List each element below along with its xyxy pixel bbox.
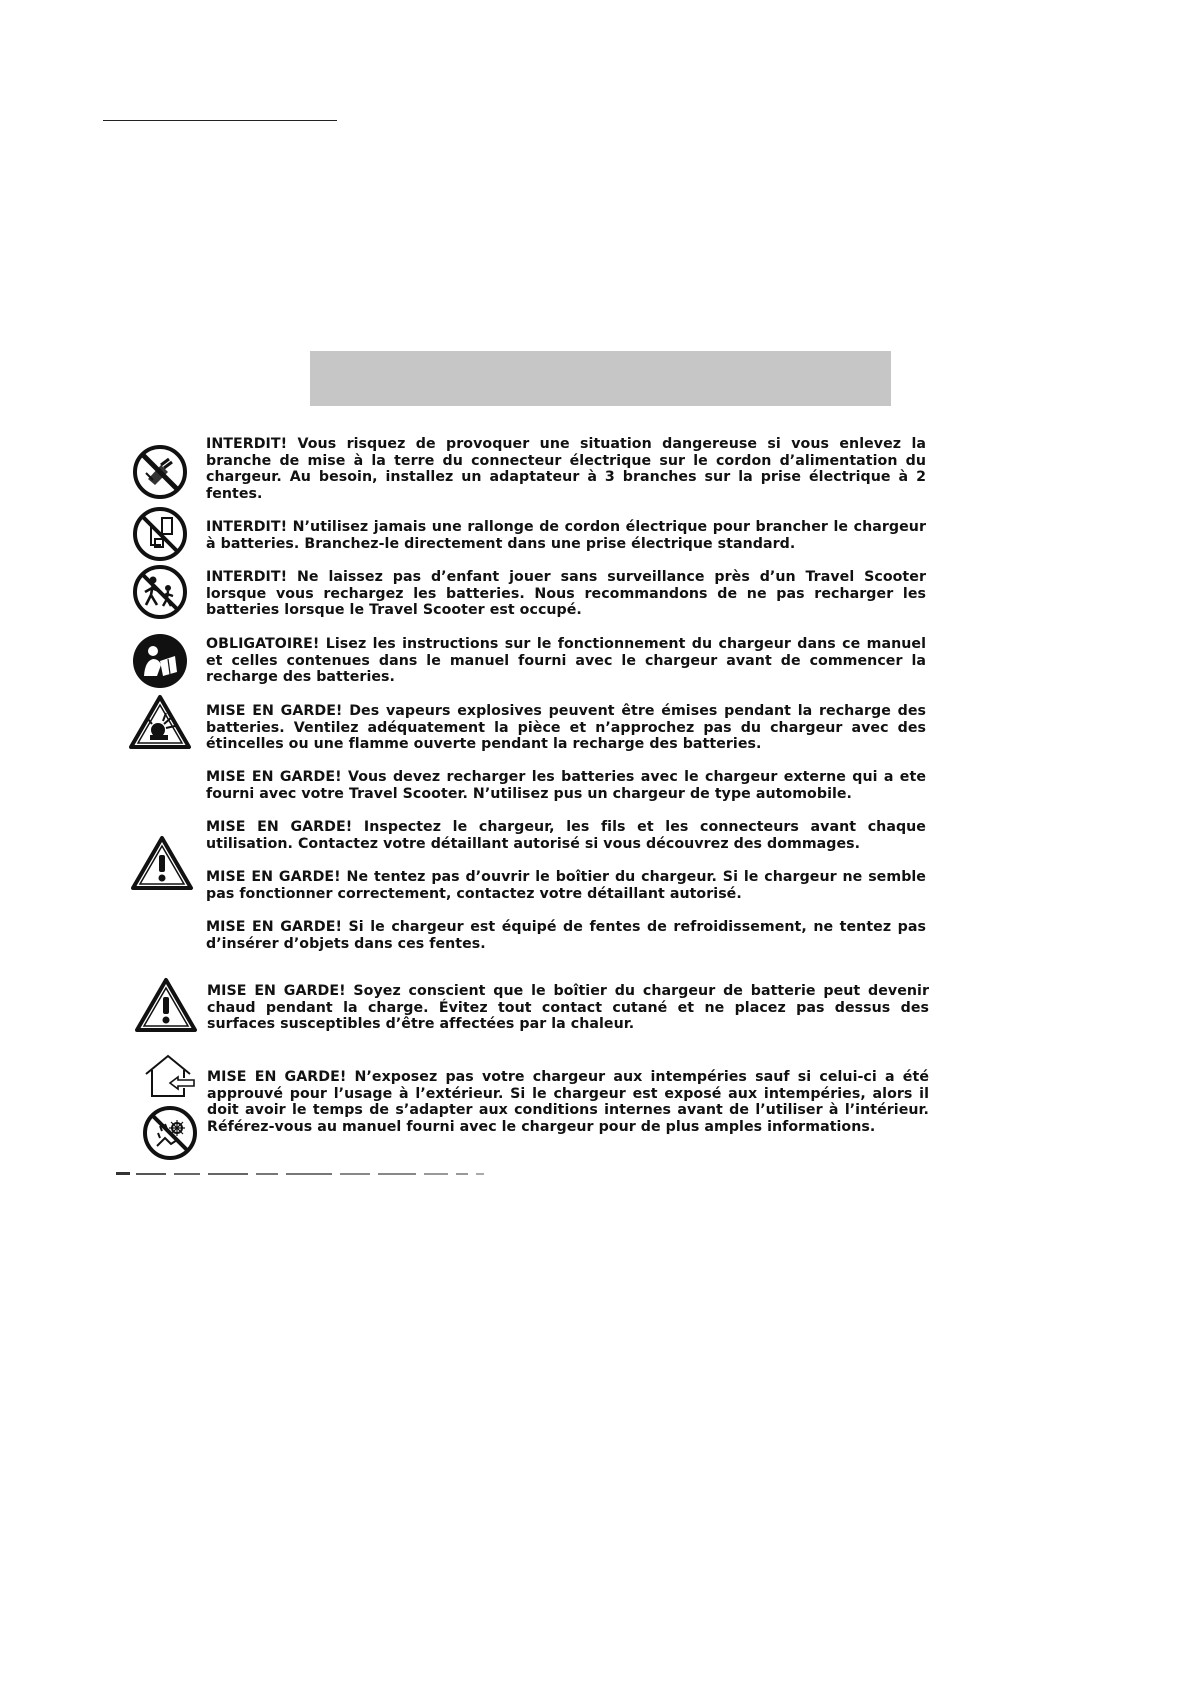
read-manual-icon [131, 632, 189, 690]
warning-keyword: OBLIGATOIRE! [206, 636, 320, 652]
warning-keyword: INTERDIT! [206, 519, 288, 535]
cropped-text-fragment [116, 1161, 536, 1165]
warning-keyword: MISE EN GARDE! [206, 869, 341, 885]
warning-extension-cord [206, 519, 926, 552]
warning-text: Des vapeurs explosives peuvent être émises pendant la recharge des batteries. Ventilez adéquatement la pièce et n’approchez pas du chargeur avec des étincelles ou une flamme ouverte pendant la recharge des batteries. [206, 703, 926, 753]
warning-text: Vous devez recharger les batteries avec le chargeur externe qui a ete fourni avec votre Travel Scooter. N’utilisez pus un chargeur de type automobile. [206, 769, 926, 802]
warning-keyword: MISE EN GARDE! [207, 1069, 347, 1085]
warning-text: Ne laissez pas d’enfant jouer sans surveillance près d’un Travel Scooter lorsque vous rechargez les batteries. Nous recommandons de ne pas recharger les batteries lorsque le Travel Scooter est occupé. [206, 569, 926, 619]
no-weather-exposure-icon [141, 1104, 199, 1162]
explosive-vapors-icon [128, 693, 192, 751]
warning-keyword: MISE EN GARDE! [206, 919, 342, 935]
indoor-use-icon [142, 1052, 198, 1100]
warning-do-not-open [206, 869, 926, 902]
warning-text: Soyez conscient que le boîtier du chargeur de batterie peut devenir chaud pendant la charge. Évitez tout contact cutané et ne placez pas dessus des surfaces susceptibles d’être affectées par la chaleur. [207, 983, 929, 1033]
warning-keyword: MISE EN GARDE! [206, 819, 353, 835]
warning-cooling-slots [206, 919, 926, 952]
no-extension-cord-icon [131, 505, 189, 563]
warning-read-manual [206, 636, 926, 686]
warning-text: N’utilisez jamais une rallonge de cordon électrique pour brancher le chargeur à batteries. Branchez-le directement dans une prise électrique standard. [206, 519, 926, 552]
warning-children [206, 569, 926, 619]
warning-text: Si le chargeur est équipé de fentes de refroidissement, ne tentez pas d’insérer d’objets dans ces fentes. [206, 919, 926, 952]
warning-text: Ne tentez pas d’ouvrir le boîtier du chargeur. Si le chargeur ne semble pas fonctionner correctement, contactez votre détaillant autorisé. [206, 869, 926, 902]
no-ground-removal-icon [131, 443, 189, 501]
warning-text: N’exposez pas votre chargeur aux intempéries sauf si celui-ci a été approuvé pour l’usage à l’extérieur. Si le chargeur est exposé aux intempéries, alors il doit avoir le temps de s’adapter aux conditions internes avant de l’utiliser à l’intérieur. Référez-vous au manuel fourni avec le chargeur pour de plus amples informations. [207, 1069, 929, 1136]
warning-keyword: MISE EN GARDE! [207, 983, 346, 999]
warning-triangle-icon [130, 834, 194, 892]
section-banner [310, 351, 891, 406]
warning-keyword: MISE EN GARDE! [206, 769, 342, 785]
warning-ground-pin [206, 436, 926, 503]
warning-keyword: INTERDIT! [206, 436, 288, 452]
warning-keyword: MISE EN GARDE! [206, 703, 343, 719]
warning-text: Inspectez le chargeur, les fils et les connecteurs avant chaque utilisation. Contactez votre détaillant autorisé si vous découvrez des dommages. [206, 819, 926, 852]
warning-external-charger [206, 769, 926, 802]
warning-weather-exposure [207, 1069, 929, 1136]
header-rule [103, 120, 337, 121]
warning-text: Lisez les instructions sur le fonctionnement du chargeur dans ce manuel et celles contenues dans le manuel fourni avec le chargeur avant de commencer la recharge des batteries. [206, 636, 926, 686]
no-children-icon [131, 563, 189, 621]
warning-triangle-icon [134, 976, 198, 1034]
warning-keyword: INTERDIT! [206, 569, 288, 585]
warning-text: Vous risquez de provoquer une situation dangereuse si vous enlevez la branche de mise à la terre du connecteur électrique sur le cordon d’alimentation du chargeur. Au besoin, installez un adaptateur à 3 branches sur la prise électrique à 2 fentes. [206, 436, 926, 503]
warning-hot-casing [207, 983, 929, 1033]
warning-explosive-vapors [206, 703, 926, 753]
warning-inspect-charger [206, 819, 926, 852]
